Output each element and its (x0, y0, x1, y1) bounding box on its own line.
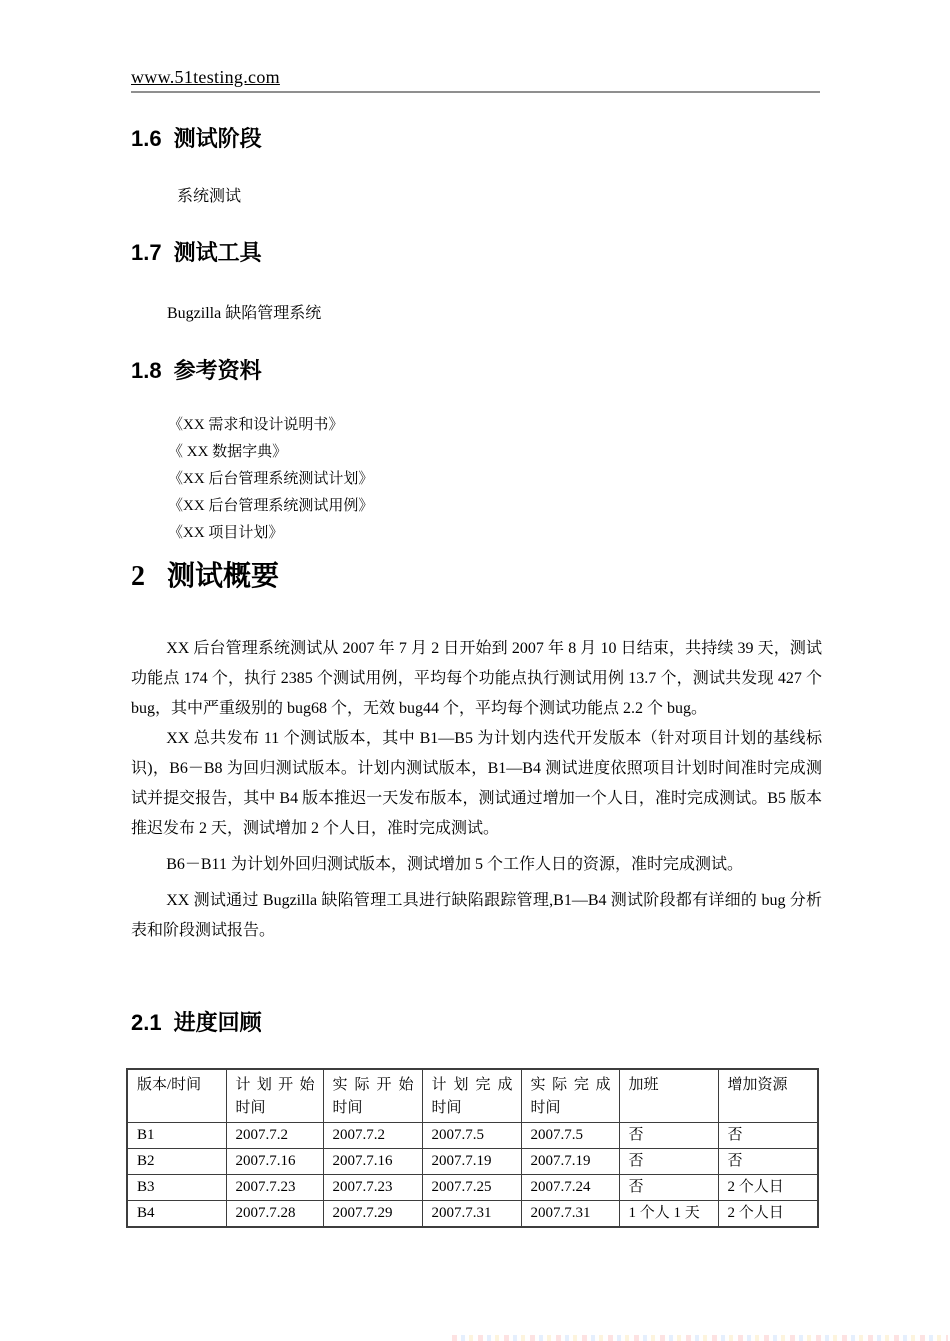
cell-actual-start: 2007.7.29 (323, 1201, 422, 1228)
heading-1-7-title: 测试工具 (173, 240, 262, 265)
cell-planned-finish: 2007.7.25 (422, 1175, 521, 1201)
heading-1-7 (131, 240, 262, 266)
cell-planned-start: 2007.7.2 (226, 1123, 323, 1149)
cell-version: B4 (127, 1201, 226, 1228)
heading-2-1-number: 2.1 (131, 1010, 162, 1035)
cell-added-resources: 2 个人日 (718, 1201, 818, 1228)
table-row (127, 1149, 818, 1175)
cell-planned-start: 2007.7.28 (226, 1201, 323, 1228)
reference-item: 《XX 后台管理系统测试计划》 (168, 471, 374, 487)
reference-item: 《XX 后台管理系统测试用例》 (168, 498, 374, 514)
heading-1-6-number: 1.6 (131, 126, 162, 151)
schedule-table-header-row (127, 1069, 818, 1123)
reference-item: 《XX 项目计划》 (168, 525, 284, 541)
table-row (127, 1175, 818, 1201)
schedule-table (126, 1068, 819, 1228)
cell-planned-finish: 2007.7.5 (422, 1123, 521, 1149)
header-site-url[interactable]: www.51testing.com (131, 67, 280, 87)
col-header-version: 版本/时间 (127, 1069, 226, 1123)
summary-paragraph: B6－B11 为计划外回归测试版本，测试增加 5 个工作人日的资源，准时完成测试。 (166, 856, 743, 873)
cell-actual-finish: 2007.7.24 (521, 1175, 619, 1201)
heading-1-6-title: 测试阶段 (173, 126, 262, 151)
cell-actual-finish: 2007.7.19 (521, 1149, 619, 1175)
page-bottom-watermark (452, 1335, 948, 1341)
cell-planned-finish: 2007.7.31 (422, 1201, 521, 1228)
reference-list (168, 412, 373, 547)
cell-overtime: 否 (619, 1175, 718, 1201)
cell-added-resources: 否 (718, 1123, 818, 1149)
header-rule (131, 91, 820, 93)
cell-actual-finish: 2007.7.5 (521, 1123, 619, 1149)
summary-paragraph: XX 后台管理系统测试从 2007 年 7 月 2 日开始到 2007 年 8 月 10 日结束，共持续 39 天，测试功能点 174 个，执行 2385 个测试用例，平均每个功能点执行测试用例 13.7 个，测试共发现 427 个 bug，其中严重级别的 bug68 个，无效 bug44 个，平均每个测试功能点 2.2 个 bug。 (131, 640, 822, 717)
heading-2 (131, 561, 279, 593)
cell-version: B1 (127, 1123, 226, 1149)
cell-actual-finish: 2007.7.31 (521, 1201, 619, 1228)
heading-2-1 (131, 1010, 262, 1036)
cell-planned-finish: 2007.7.19 (422, 1149, 521, 1175)
reference-item: 《 XX 数据字典》 (168, 444, 288, 460)
col-header-overtime: 加班 (619, 1069, 718, 1123)
section-1-6-body: 系统测试 (177, 188, 242, 205)
cell-added-resources: 2 个人日 (718, 1175, 818, 1201)
summary-paragraph: XX 测试通过 Bugzilla 缺陷管理工具进行缺陷跟踪管理,B1—B4 测试阶段都有详细的 bug 分析表和阶段测试报告。 (131, 892, 822, 939)
cell-version: B3 (127, 1175, 226, 1201)
heading-2-number: 2 (131, 561, 145, 592)
col-header-actual-start: 实 际 开 始 时间 (323, 1069, 422, 1123)
cell-version: B2 (127, 1149, 226, 1175)
cell-overtime: 1 个人 1 天 (619, 1201, 718, 1228)
heading-2-title: 测试概要 (167, 561, 280, 592)
cell-planned-start: 2007.7.23 (226, 1175, 323, 1201)
table-row (127, 1123, 818, 1149)
summary-paragraphs (131, 634, 822, 946)
cell-added-resources: 否 (718, 1149, 818, 1175)
cell-actual-start: 2007.7.16 (323, 1149, 422, 1175)
col-header-planned-finish: 计 划 完 成 时间 (422, 1069, 521, 1123)
summary-paragraph: XX 总共发布 11 个测试版本，其中 B1—B5 为计划内迭代开发版本（针对项目计划的基线标识)，B6－B8 为回归测试版本。计划内测试版本，B1—B4 测试进度依照项目计划时间准时完成测试并提交报告，其中 B4 版本推迟一天发布版本，测试通过增加一个人日，准时完成测试。B5 版本推迟发布 2 天，测试增加 2 个人日，准时完成测试。 (131, 730, 822, 837)
reference-item: 《XX 需求和设计说明书》 (168, 417, 344, 433)
cell-overtime: 否 (619, 1149, 718, 1175)
heading-1-6 (131, 126, 262, 152)
col-header-added-resources: 增加资源 (718, 1069, 818, 1123)
col-header-actual-finish: 实 际 完 成 时间 (521, 1069, 619, 1123)
cell-actual-start: 2007.7.2 (323, 1123, 422, 1149)
section-1-7-body: Bugzilla 缺陷管理系统 (167, 305, 322, 322)
heading-1-8-number: 1.8 (131, 358, 162, 383)
heading-1-7-number: 1.7 (131, 240, 162, 265)
heading-1-8-title: 参考资料 (173, 358, 262, 383)
table-row (127, 1201, 818, 1228)
cell-overtime: 否 (619, 1123, 718, 1149)
heading-2-1-title: 进度回顾 (173, 1010, 262, 1035)
cell-actual-start: 2007.7.23 (323, 1175, 422, 1201)
cell-planned-start: 2007.7.16 (226, 1149, 323, 1175)
col-header-planned-start: 计 划 开 始 时间 (226, 1069, 323, 1123)
heading-1-8 (131, 358, 262, 384)
